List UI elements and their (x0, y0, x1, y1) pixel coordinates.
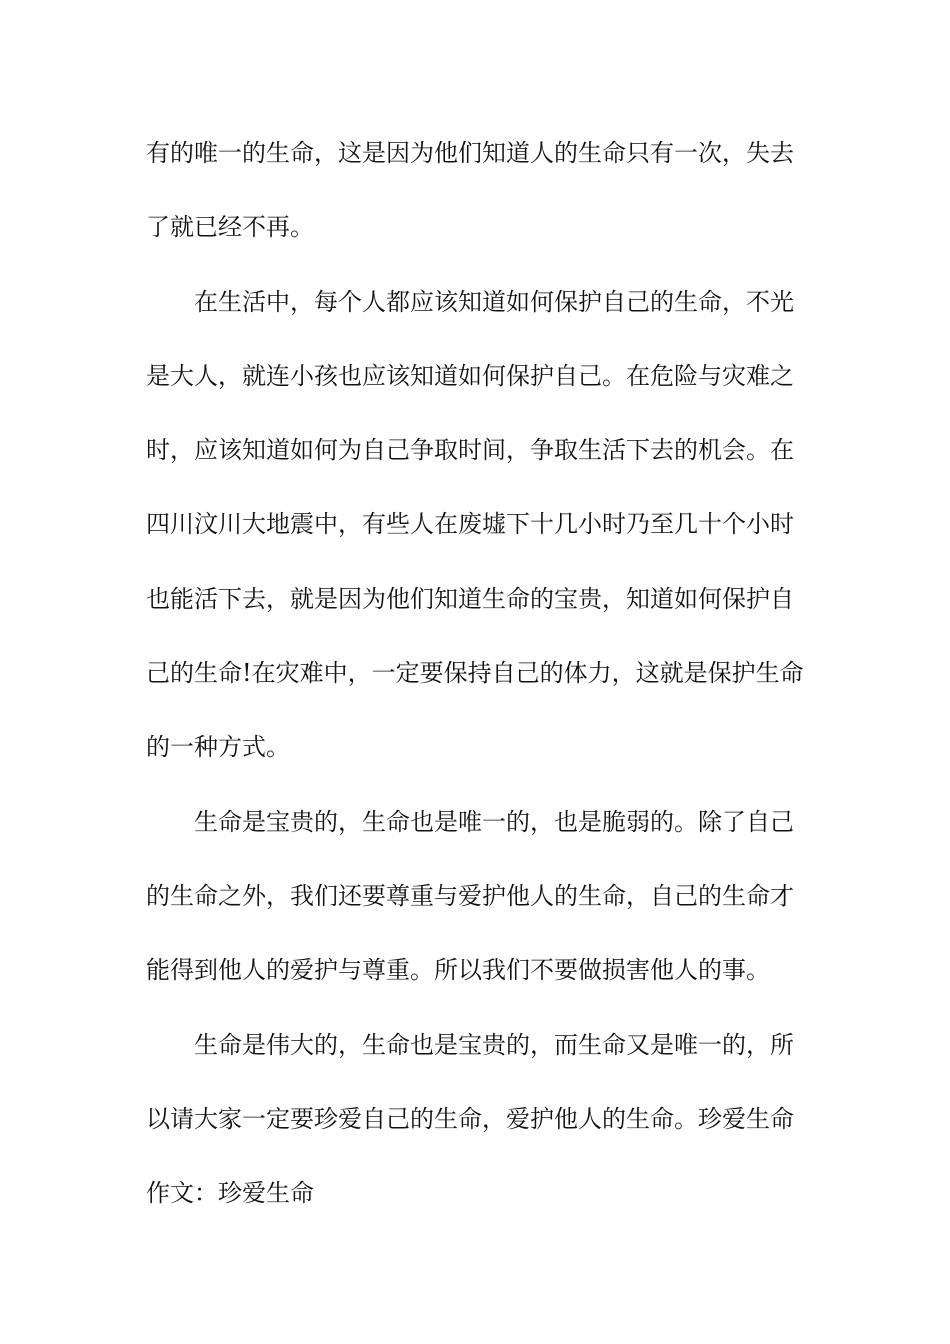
paragraph-start-line: 生命是伟大的，生命也是宝贵的，而生命又是唯一的，所 (194, 1030, 794, 1059)
paragraph-start-line: 在生活中，每个人都应该知道如何保护自己的生命，不光 (194, 287, 794, 316)
text-line: 了就已经不再。 (146, 213, 314, 242)
paragraph-start-line: 生命是宝贵的，生命也是唯一的，也是脆弱的。除了自己 (194, 807, 794, 836)
text-line: 作文：珍爱生命 (146, 1179, 314, 1208)
text-line: 有的唯一的生命，这是因为他们知道人的生命只有一次，失去 (146, 139, 794, 167)
text-line: 也能活下去，就是因为他们知道生命的宝贵，知道如何保护自 (146, 584, 794, 613)
text-line: 是大人，就连小孩也应该知道如何保护自己。在危险与灾难之 (146, 361, 794, 390)
text-line: 己的生命!在灾难中，一定要保持自己的体力，这就是保护生命 (146, 659, 804, 688)
text-line: 时，应该知道如何为自己争取时间，争取生活下去的机会。在 (146, 436, 794, 465)
text-line: 的生命之外，我们还要尊重与爱护他人的生命，自己的生命才 (146, 881, 794, 910)
text-line: 以请大家一定要珍爱自己的生命，爱护他人的生命。珍爱生命 (146, 1104, 794, 1133)
document-body (146, 128, 806, 1242)
text-line: 四川汶川大地震中，有些人在废墟下十几小时乃至几十个小时 (146, 510, 794, 539)
text-line: 的一种方式。 (146, 733, 290, 762)
text-line: 能得到他人的爱护与尊重。所以我们不要做损害他人的事。 (146, 956, 770, 985)
